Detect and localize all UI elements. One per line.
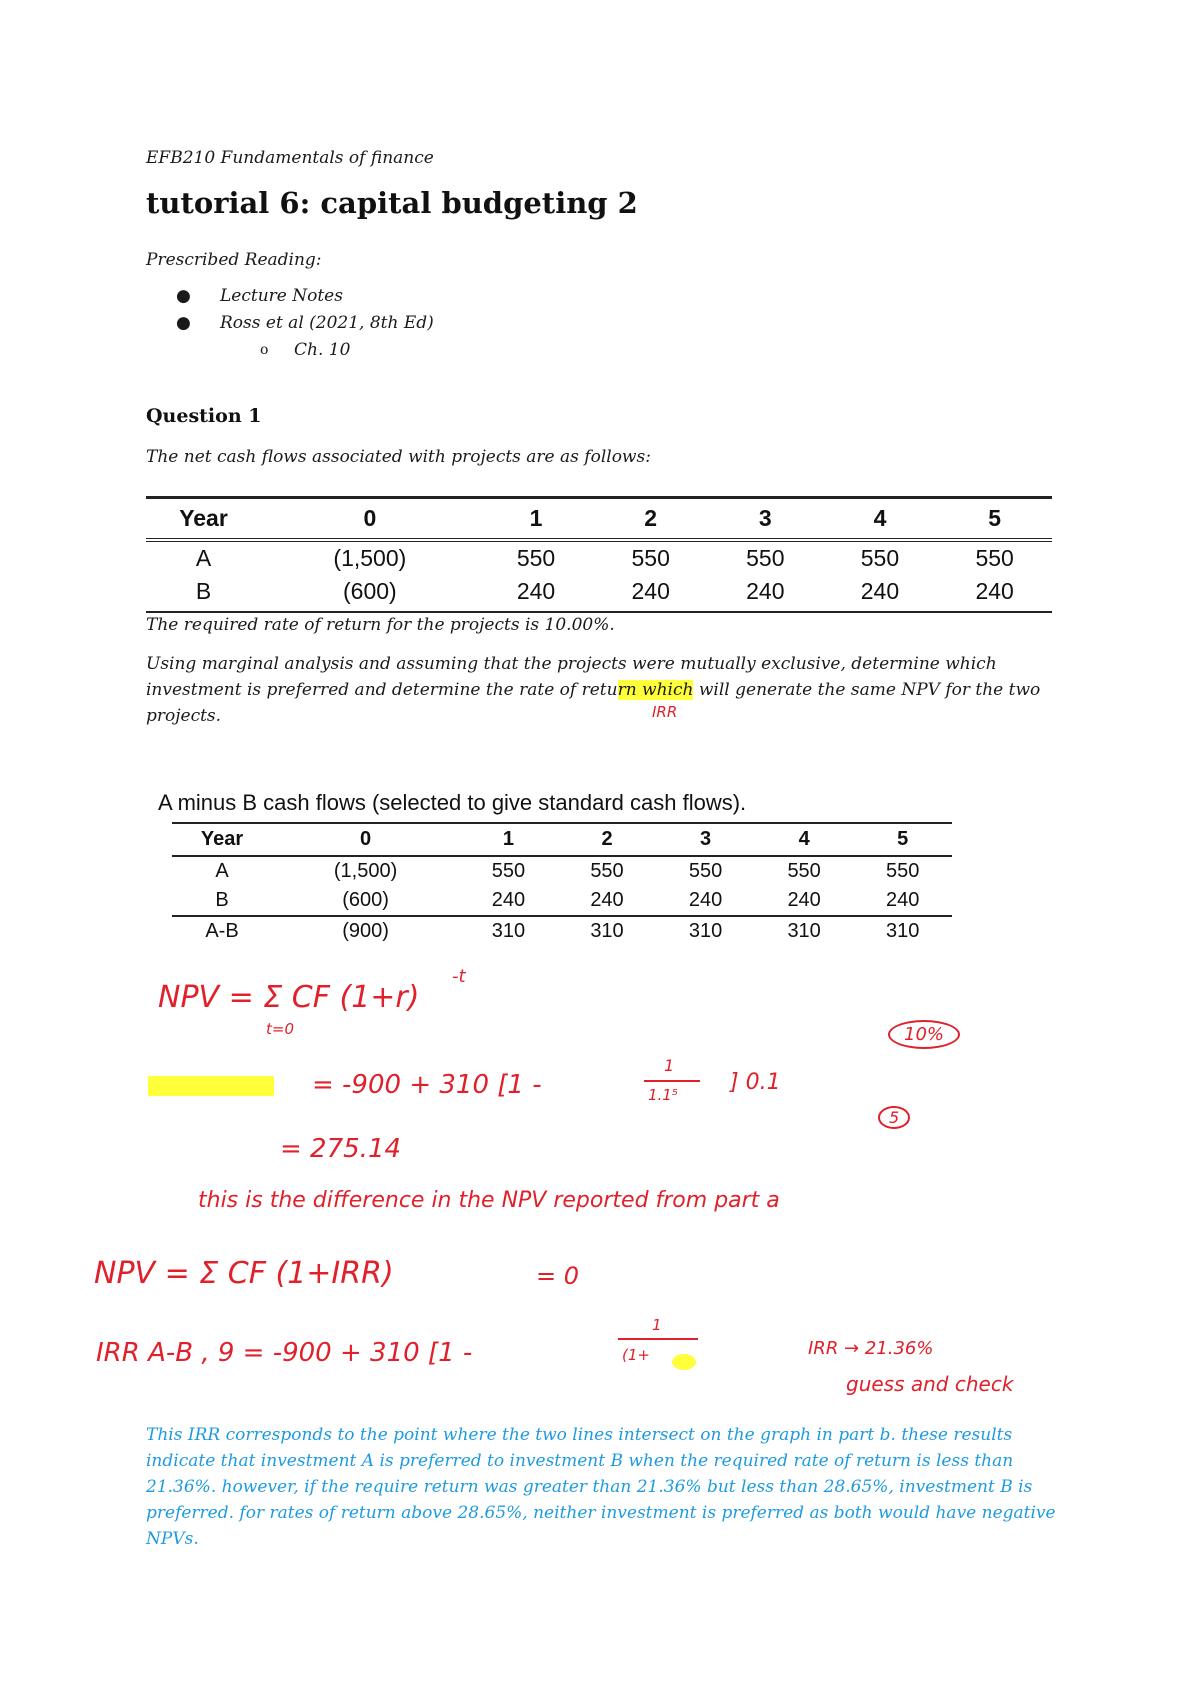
- handwritten-npv-formula: NPV = Σ CF (1+r): [158, 980, 420, 1015]
- fraction-bar: [644, 1080, 700, 1082]
- table-header: 2: [593, 498, 708, 541]
- question-task: Using marginal analysis and assuming that the projects were mutually exclusive, determine which investment is preferred and determine the rate of return which will generate the same NPV for the two projects.: [146, 654, 1041, 726]
- table-header: 5: [853, 823, 952, 856]
- list-subitem: o Ch. 10: [176, 337, 434, 364]
- handwritten-irr-value: IRR → 21.36%: [808, 1338, 934, 1359]
- table-caption: A minus B cash flows (selected to give standard cash flows).: [158, 790, 747, 815]
- handwritten-irr-calc: IRR A-B , 9 = -900 + 310 [1 -: [96, 1338, 473, 1368]
- highlighted-text: rn which: [617, 680, 694, 700]
- reading-label: Prescribed Reading:: [146, 250, 322, 270]
- fraction-bar-2: [618, 1338, 698, 1340]
- table-row: A (1,500) 550 550 550 550 550: [215, 860, 920, 882]
- table-header-row: [172, 823, 952, 856]
- table-header-row: [146, 498, 1052, 541]
- table-header: 1: [479, 498, 594, 541]
- handwritten-circle-5: 5: [878, 1106, 910, 1129]
- explanation-text: This IRR corresponds to the point where the two lines intersect on the graph in part b. these results indicate that investment A is preferred to investment B when the required rate of return is less than 21.36%. however, if the require return was greater than 21.36% but less than 28.65%, investment B is preferred. for rates of return above 28.65%, neither investment is preferred as both would have negative NPVs.: [146, 1425, 1056, 1549]
- table-header: Year: [172, 823, 272, 856]
- circle-bullet-icon: o: [260, 342, 269, 358]
- handwritten-exponent: -t: [452, 966, 466, 987]
- highlight-mark: [148, 1076, 274, 1096]
- bullet-icon: ●: [176, 313, 191, 333]
- handwritten-irr-formula: NPV = Σ CF (1+IRR): [94, 1256, 394, 1291]
- handwritten-sum-index: t=0: [266, 1020, 294, 1038]
- handwritten-irr-equals: = 0: [536, 1262, 580, 1290]
- handwritten-guess-check: guess and check: [846, 1372, 1014, 1396]
- question-intro: The net cash flows associated with projects are as follows:: [146, 447, 651, 467]
- table-row: B (600) 240 240 240 240 240: [215, 889, 920, 911]
- cash-flow-table: [146, 496, 1052, 613]
- table-row: A-B (900) 310 310 310 310 310: [172, 916, 952, 946]
- table-row: A (1,500) 550 550 550 550 550: [195, 545, 1014, 571]
- bullet-icon: ●: [176, 286, 191, 306]
- handwritten-irr-note: IRR: [652, 703, 678, 721]
- handwritten-rate-circle: 10%: [888, 1020, 960, 1049]
- table-header: 2: [558, 823, 657, 856]
- table-header: 3: [708, 498, 823, 541]
- table-row: B (600) 240 240 240 240 240: [146, 575, 1052, 612]
- handwritten-fraction2-num: 1: [652, 1316, 662, 1334]
- handwritten-difference-note: this is the difference in the NPV reported from part a: [198, 1188, 780, 1213]
- table-header: 5: [937, 498, 1052, 541]
- handwritten-npv-result: = 275.14: [280, 1134, 402, 1164]
- handwritten-npv-calc: = -900 + 310 [1 -: [312, 1070, 542, 1100]
- handwritten-fraction-den: 1.1⁵: [648, 1086, 678, 1104]
- table-header: 1: [459, 823, 558, 856]
- table-header: 4: [755, 823, 854, 856]
- highlight-dot: [672, 1354, 696, 1370]
- course-name: EFB210 Fundamentals of finance: [146, 148, 434, 168]
- list-item: ● Lecture Notes: [176, 283, 434, 310]
- table-header: 3: [656, 823, 755, 856]
- required-rate-text: The required rate of return for the projects is 10.00%.: [146, 615, 615, 635]
- handwritten-fraction2-den: (1+: [622, 1346, 650, 1364]
- page-title: tutorial 6: capital budgeting 2: [146, 186, 638, 220]
- table-header: 4: [823, 498, 938, 541]
- list-item: ● Ross et al (2021, 8th Ed): [176, 310, 434, 337]
- handwritten-fraction-num: 1: [664, 1056, 675, 1075]
- table-header: 0: [272, 823, 459, 856]
- table-header: 0: [261, 498, 479, 541]
- handwritten-calc-tail: ] 0.1: [730, 1070, 781, 1095]
- question-title: Question 1: [146, 405, 262, 427]
- difference-table: [172, 822, 952, 946]
- reading-list: [176, 283, 434, 364]
- table-header: Year: [146, 498, 261, 541]
